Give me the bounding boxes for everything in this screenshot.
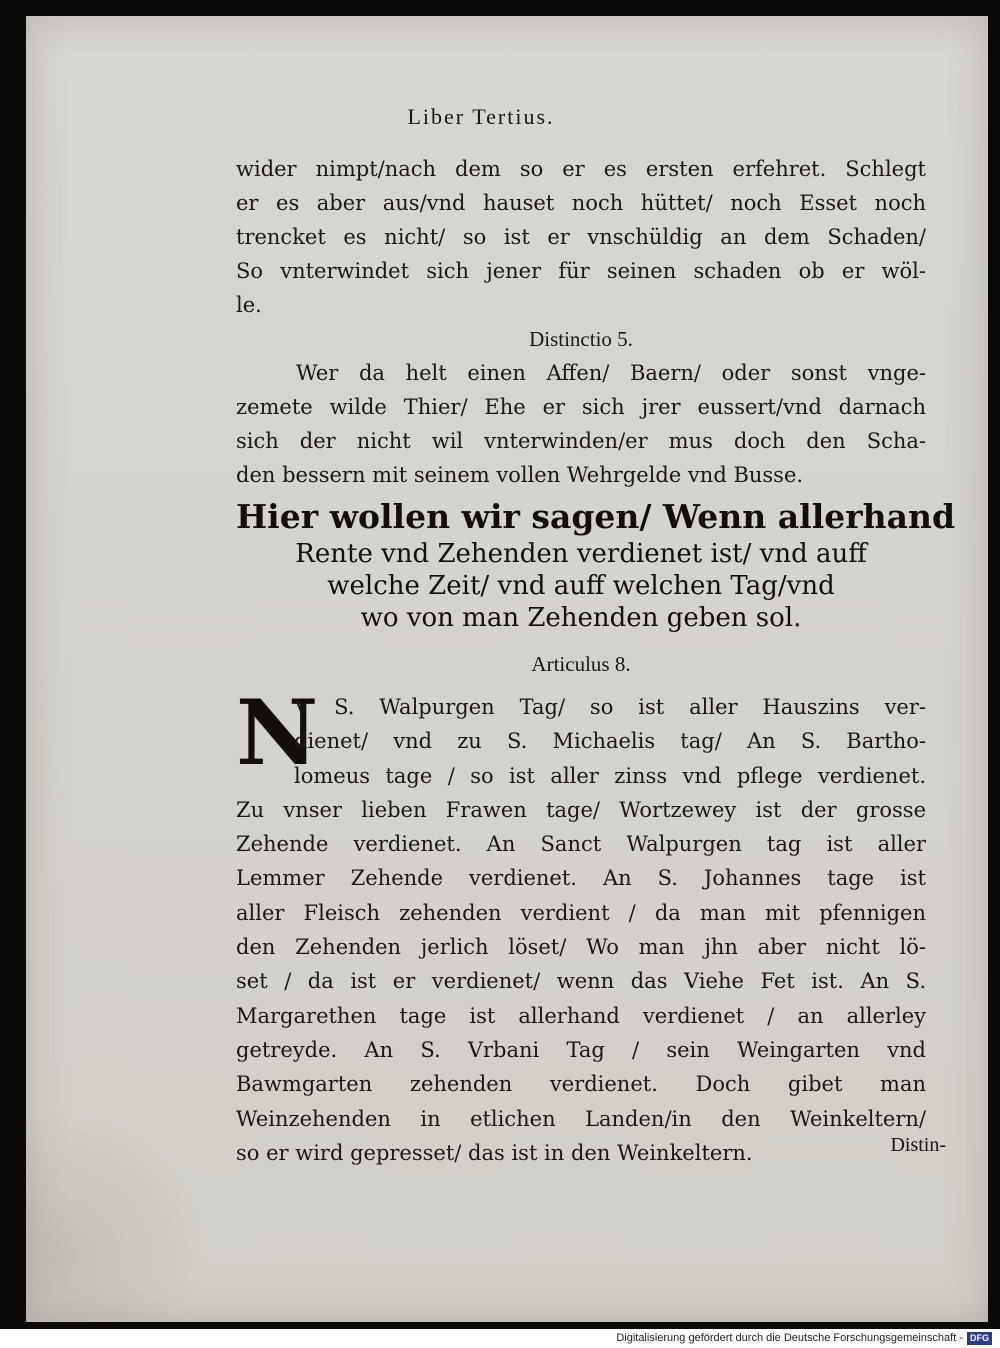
text-line: Weinzehenden in etlichen Landen/in den Weinkeltern/ [236, 1106, 926, 1131]
dfg-logo: DFG [967, 1332, 992, 1345]
text-line: Wer da helt einen Affen/ Baern/ oder sonst vnge- [296, 361, 926, 385]
running-header: Liber Tertius. [407, 104, 555, 129]
text-line: Margarethen tage ist allerhand verdienet / an allerley [236, 1003, 926, 1028]
text-line: den Zehenden jerlich löset/ Wo man jhn aber nicht lö- [236, 935, 926, 960]
article-paragraph [236, 680, 926, 1170]
text-line: le. [236, 293, 262, 317]
heading-line: welche Zeit/ vnd auff welchen Tag/vnd [327, 571, 835, 601]
digitization-footer [0, 1329, 1000, 1348]
heading-line: wo von man Zehenden geben sol. [360, 603, 802, 633]
heading-line: Hier wollen wir sagen/ Wenn allerhand [236, 497, 956, 536]
text-line: set / da ist er verdienet/ wenn das Viehe Fet ist. An S. [236, 969, 926, 994]
text-line: trencket es nicht/ so ist er vnschüldig an dem Schaden/ [236, 225, 926, 249]
text-line: wider nimpt/nach dem so er es ersten erfehret. Schlegt [236, 157, 926, 181]
text-line: den bessern mit seinem vollen Wehrgelde vnd Busse. [236, 463, 804, 487]
footer-text: Digitalisierung gefördert durch die Deutsche Forschungsgemeinschaft - [616, 1332, 963, 1344]
top-paragraph [236, 152, 926, 492]
text-line: Bawmgarten zehenden verdienet. Doch gibet man [236, 1072, 926, 1097]
text-line: so er wird gepresset/ das ist in den Weinkeltern. [236, 1140, 753, 1165]
article-label: Articulus 8. [531, 652, 631, 676]
text-line: dienet/ vnd zu S. Michaelis tag/ An S. Bartho- [294, 729, 926, 754]
text-line: So vnterwindet sich jener für seinen schaden ob er wöl- [236, 259, 926, 283]
catchword: Distin- [890, 1134, 946, 1156]
text-line: Zu vnser lieben Frawen tage/ Wortzewey ist der grosse [236, 797, 926, 822]
text-line: er es aber aus/vnd hauset noch hüttet/ noch Esset noch [236, 191, 926, 215]
text-line: V S. Walpurgen Tag/ so ist aller Hauszins ver- [294, 695, 926, 719]
drop-cap: N [236, 680, 319, 786]
heading-line: Rente vnd Zehenden verdienet ist/ vnd auff [295, 539, 867, 569]
text-line: getreyde. An S. Vrbani Tag / sein Weingarten vnd [236, 1037, 926, 1062]
text-line: lomeus tage / so ist aller zinss vnd pflege verdienet. [294, 763, 926, 788]
text-line: aller Fleisch zehenden verdient / da man mit pfennigen [236, 900, 926, 925]
text-line: sich der nicht wil vnterwinden/er mus doch den Scha- [236, 429, 926, 453]
section-heading [236, 496, 956, 634]
text-line: zemete wilde Thier/ Ehe er sich jrer eussert/vnd darnach [236, 395, 926, 419]
distinctio-label: Distinctio 5. [529, 327, 633, 351]
text-line: Lemmer Zehende verdienet. An S. Johannes tage ist [236, 866, 926, 891]
text-line: Zehende verdienet. An Sanct Walpurgen tag ist aller [236, 832, 926, 857]
